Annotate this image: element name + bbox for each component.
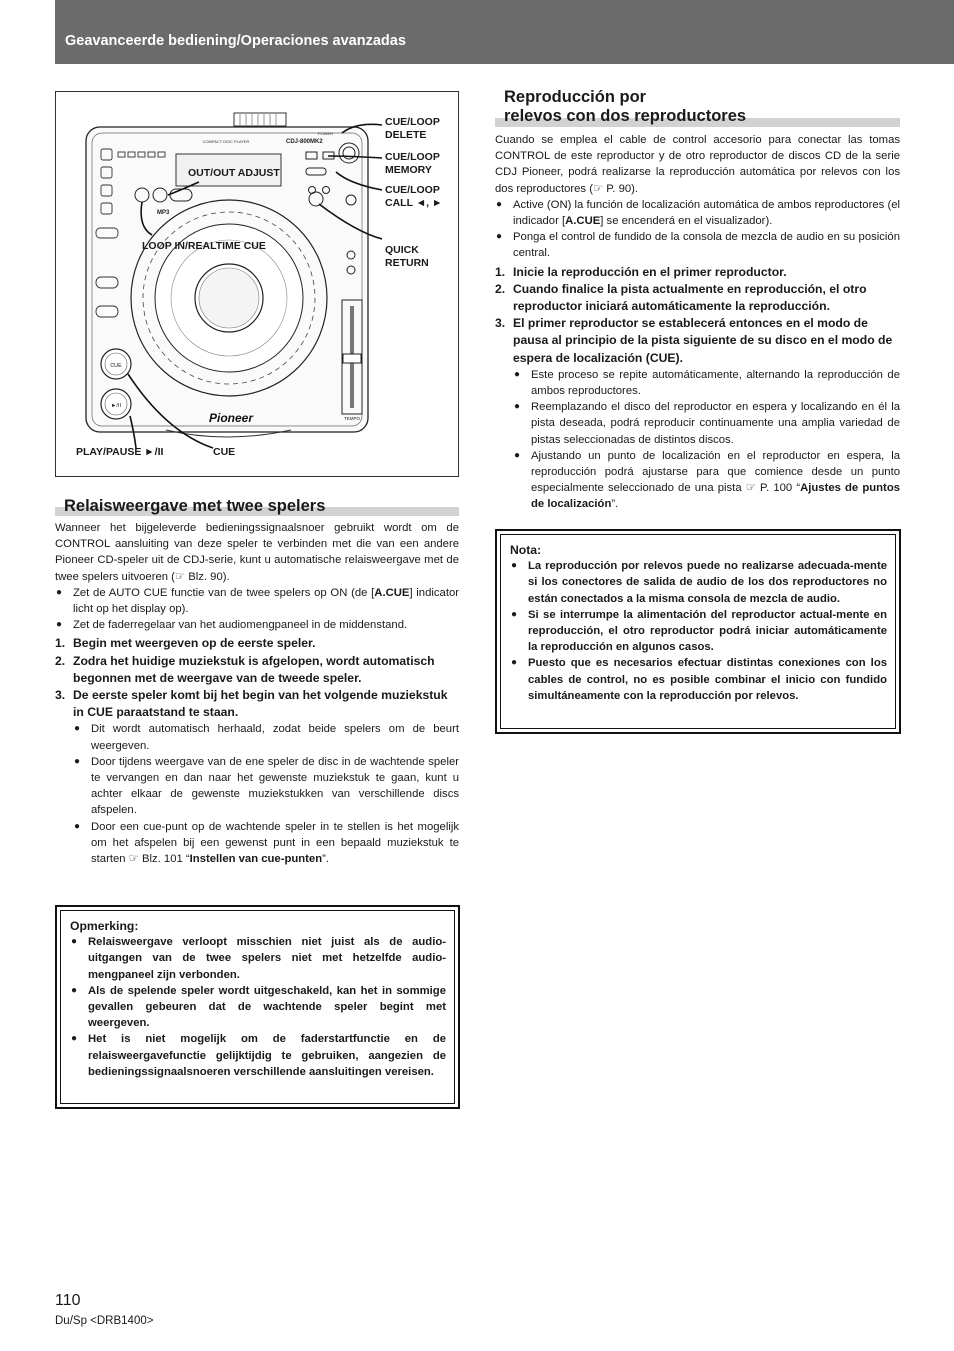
callout-out-adjust: OUT/OUT ADJUST — [188, 167, 280, 179]
right-step-2: 2. Cuando finalice la pista actualmente en reproducción, el otro reproductor iniciará automáticamente la reproducción. — [495, 281, 867, 314]
left-note-3: ● Het is niet mogelijk om de faderstartfunctie en de relaisweergavefunctie gelijktijdig te gebruiken, aangezien de bedieningssignaalsnoeren verschillende aansluitingen vereisen. — [70, 1031, 446, 1080]
right-bullet-1: ● Active (ON) la función de localización automática de ambos reproductores (el indicador [A.CUE] se encenderá en el visualizador). — [495, 197, 900, 229]
device-model: CDJ-800MK2 — [286, 139, 323, 145]
right-step-1: 1. Inicie la reproducción en el primer reproductor. — [495, 264, 787, 279]
callout-cue-loop-memory: CUE/LOOP MEMORY — [385, 151, 440, 176]
callout-cue-loop-delete: CUE/LOOP DELETE — [385, 116, 440, 141]
device-subtitle: COMPACT DISC PLAYER — [202, 139, 250, 144]
left-step-3: 3. De eerste speler komt bij het begin van het volgende muziekstuk in CUE paraatstand te staan. — [55, 688, 448, 720]
callout-play-pause: PLAY/PAUSE ►/II — [76, 446, 164, 458]
right-note-2: ● Si se interrumpe la alimentación del reproductor actual-mente en reproducción, el otro reproductor podrá iniciar automáticamente la reproducción en algunos casos. — [510, 607, 887, 656]
right-note-title: Nota: — [510, 543, 542, 557]
left-sub-3: ● Door een cue-punt op de wachtende speler in te stellen is het mogelijk om het afspelen bij een gewenst punt in een bepaald muziekstuk te starten ☞ Blz. 101 “Instellen van cue-punten”. — [55, 819, 459, 868]
device-cue-label: CUE — [110, 363, 122, 369]
left-note-1: ● Relaisweergave verloopt misschien niet juist als de audio-uitgangen van de twee spelers niet met hetzelfde audio-mengpaneel zijn verbonden. — [70, 934, 446, 983]
left-section-title: Relaisweergave met twee spelers — [64, 497, 326, 515]
right-note-1: ● La reproducción por relevos puede no realizarse adecuada-mente si los conectores de salida de audio de los dos reproductores no están conectados a la misma consola de mezcla de audio. — [510, 558, 887, 607]
footer-code: Du/Sp <DRB1400> — [55, 1315, 154, 1327]
left-sub-2: ● Door tijdens weergave van de ene speler de disc in de wachtende speler te vervangen en dan naar het gewenste muziekstuk te gaan, kunt u achter elkaar de gewenste muziekstukken van verschillende discs afspelen. — [55, 754, 459, 819]
left-step-1: 1. Begin met weergeven op de eerste speler. — [55, 636, 316, 651]
right-sub-1: ● Este proceso se repite automáticamente, alternando la reproducción de ambos reproductores. — [495, 367, 900, 399]
device-power-label: POWER — [318, 131, 334, 136]
right-sub-2: ● Reemplazando el disco del reproductor en espera y localizando en él la pista deseada, podrá reproducir continuamente una amplia variedad de pistas seleccionadas de distintos discos. — [495, 399, 900, 448]
callout-cue: CUE — [213, 446, 236, 458]
callout-quick-return: QUICK RETURN — [385, 244, 429, 269]
device-mp3-label: MP3 — [157, 210, 170, 216]
callout-cue-loop-call: CUE/LOOP CALL ◄, ► — [385, 184, 443, 209]
header-bar — [55, 0, 954, 64]
right-section-title: Reproducción por relevos con dos reproductores — [504, 88, 747, 125]
left-sub-1: ● Dit wordt automatisch herhaald, zodat beide spelers om de beurt weergeven. — [55, 721, 459, 753]
left-note-title: Opmerking: — [70, 919, 139, 933]
right-sub-3: ● Ajustando un punto de localización en el reproductor en espera, la reproducción podrá ajustarse para que comience desde un punto especialmente seleccionado de una pista ☞ P. 100 “Ajustes de puntos de localización”. — [495, 448, 900, 513]
device-figure — [55, 91, 459, 477]
device-tempo-label: TEMPO — [343, 416, 361, 421]
left-note-2: ● Als de spelende speler wordt uitgeschakeld, kan het in sommige gevallen gebeuren dat de wachtende speler begint met weergeven. — [70, 983, 446, 1032]
device-brand: Pioneer — [208, 411, 254, 425]
page-number: 110 — [55, 1292, 81, 1309]
left-step-2: 2. Zodra het huidige muziekstuk is afgelopen, wordt automatisch begonnen met de weergave van de tweede speler. — [55, 653, 435, 685]
left-column — [55, 520, 459, 867]
left-note-box — [55, 905, 460, 1109]
right-note-3: ● Puesto que es necesarios efectuar distintas conexiones con los cables de control, no es posible combinar el inicio con fundido simultáneamente con la reproducción por relevos. — [510, 655, 887, 704]
svg-text:►/II: ►/II — [110, 403, 122, 409]
right-column — [495, 132, 900, 513]
right-step-3: 3. El primer reproductor se establecerá entonces en el modo de pausa al principio de la pista siguiente de su disco en el modo de espera de localización (CUE). — [495, 316, 893, 365]
header-title: Geavanceerde bediening/Operaciones avanzadas — [65, 33, 406, 49]
cdj-player-illustration — [56, 92, 460, 478]
right-note-box — [495, 529, 901, 734]
left-bullet-2: ● Zet de faderregelaar van het audiomengpaneel in de middenstand. — [55, 617, 459, 633]
callout-loop-in: LOOP IN/REALTIME CUE — [142, 240, 266, 252]
left-bullet-1: ● Zet de AUTO CUE functie van de twee spelers op ON (de [A.CUE] indicator licht op het display op). — [55, 585, 459, 617]
right-intro: Cuando se emplea el cable de control accesorio para conectar las tomas CONTROL de este reproductor y de otro reproductor de discos CD de la serie CDJ Pioneer, podrá realizarse la reproducción automática por relevos con los dos reproductores (☞ P. 90). — [495, 134, 900, 195]
left-intro: Wanneer het bijgeleverde bedieningssignaalsnoer gebruikt wordt om de CONTROL aansluiting van deze speler te verbinden met die van een andere Pioneer CD-speler uit de CDJ-serie, kunt u automatische relaisweergave met de twee spelers uitvoeren (☞ Blz. 90). — [55, 522, 459, 583]
right-bullet-2: ● Ponga el control de fundido de la consola de mezcla de audio en su posición central. — [495, 229, 900, 261]
